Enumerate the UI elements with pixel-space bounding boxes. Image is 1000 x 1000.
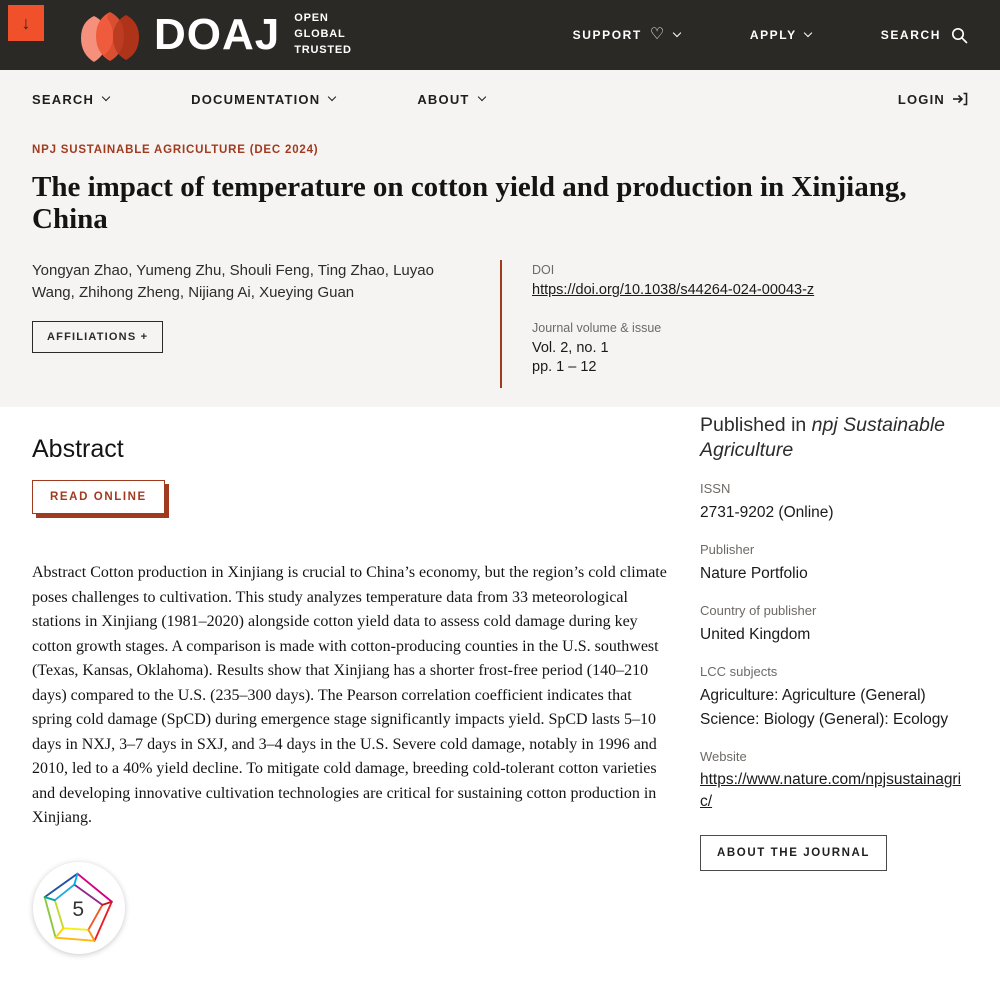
nav-search-label: SEARCH [880, 28, 941, 42]
subnav-search-label: SEARCH [32, 91, 95, 107]
issn-label: ISSN [700, 480, 731, 496]
nav-apply-label: APPLY [749, 28, 797, 42]
published-prefix: Published in [700, 414, 812, 436]
subnav-documentation[interactable] [191, 92, 335, 107]
chevron-down-icon [328, 93, 336, 101]
top-header [0, 0, 1000, 70]
dimensions-metric-badge[interactable] [33, 862, 125, 954]
doi-block [502, 260, 814, 388]
download-arrow-glyph: ↓ [21, 12, 31, 33]
publisher-label: Publisher [700, 541, 755, 557]
heart-icon: ♡ [649, 26, 666, 43]
nav-support[interactable] [573, 25, 680, 45]
nav-search[interactable] [881, 27, 968, 44]
website-label: Website [700, 748, 747, 764]
lcc-subject: Agriculture: Agriculture (General) [700, 686, 926, 704]
abstract-heading: Abstract [32, 435, 124, 463]
affiliations-button[interactable]: AFFILIATIONS + [32, 321, 163, 353]
nav-support-label: SUPPORT [572, 28, 642, 42]
login-button[interactable] [898, 92, 968, 107]
subnav-about[interactable] [417, 92, 484, 107]
website-group [700, 749, 968, 814]
published-in-heading [700, 413, 968, 464]
pentagon-wireframe-icon [40, 869, 118, 947]
subnav-documentation-label: DOCUMENTATION [191, 91, 321, 107]
authors-block [32, 260, 500, 388]
country-group [700, 603, 968, 647]
login-icon [952, 92, 968, 106]
header-nav [573, 25, 968, 45]
journal-sidebar [700, 413, 968, 954]
issn-group [700, 481, 968, 525]
logo-wordmark: DOAJ [154, 10, 281, 59]
tagline-global: GLOBAL [294, 28, 346, 41]
lcc-label: LCC subjects [700, 663, 778, 679]
lcc-subject: Science: Biology (General): Ecology [700, 710, 949, 728]
doi-label: DOI [532, 262, 555, 277]
download-corner-icon[interactable] [8, 5, 44, 41]
logo-tagline [294, 11, 352, 59]
pages-value: pp. 1 – 12 [532, 359, 597, 376]
subnav-about-label: ABOUT [417, 91, 470, 107]
breadcrumb[interactable]: NPJ SUSTAINABLE AGRICULTURE (DEC 2024) [32, 144, 319, 156]
lcc-group [700, 664, 968, 732]
read-online-button[interactable]: READ ONLINE [32, 480, 165, 514]
chevron-down-icon [673, 29, 681, 37]
about-journal-button[interactable]: ABOUT THE JOURNAL [700, 835, 887, 871]
search-icon [951, 27, 968, 44]
subnav-search[interactable] [32, 92, 109, 107]
article-hero [0, 128, 1000, 407]
main-content [0, 407, 1000, 954]
country-label: Country of publisher [700, 602, 817, 618]
publisher-value: Nature Portfolio [700, 564, 808, 582]
journal-website-link[interactable]: https://www.nature.com/npjsustainagric/ [700, 770, 962, 811]
doaj-leaves-icon [80, 6, 142, 64]
doaj-logo[interactable] [80, 6, 352, 64]
chevron-down-icon [102, 93, 110, 101]
volume-label: Journal volume & issue [532, 320, 662, 335]
volume-value: Vol. 2, no. 1 [532, 339, 609, 356]
journal-name: npj Sustainable Agriculture [700, 414, 946, 462]
page-title: The impact of temperature on cotton yield and production in Xinjiang, China [32, 171, 907, 235]
tagline-open: OPEN [294, 12, 329, 25]
secondary-nav [0, 70, 1000, 128]
authors-list: Yongyan Zhao, Yumeng Zhu, Shouli Feng, Ting Zhao, Luyao Wang, Zhihong Zheng, Nijiang Ai, Xueying Guan [32, 261, 434, 301]
login-label: LOGIN [897, 91, 945, 107]
publisher-group [700, 542, 968, 586]
country-value: United Kingdom [700, 625, 811, 643]
metric-count: 5 [72, 897, 85, 921]
nav-apply[interactable] [750, 28, 811, 42]
chevron-down-icon [803, 29, 811, 37]
abstract-text: Abstract Cotton production in Xinjiang is crucial to China’s economy, but the region’s cold climate poses challenges to cultivation. This study analyzes temperature data from 33 meteorological stations in Xinjiang (1981–2020) alongside cotton yield data to assess cold damage during key cotton growth stages. A comparison is made with cotton-producing counties in the U.S. southwest (Texas, Kansas, Oklahoma). Results show that Xinjiang has a shorter frost-free period (140–210 days) compared to the U.S. (235–300 days). The Pearson correlation coefficient indicates that spring cold damage (SpCD) during emergence stage significantly impacts yield. SpCD lasts 5–10 days in NXJ, 3–7 days in SXJ, and 3–4 days in the U.S. Severe cold damage, notably in 1996 and 2010, led to a 40% yield decline. To mitigate cold damage, breeding cold-tolerant cotton varieties and developing innovative cultivation technologies are critical for sustaining cotton production in Xinjiang. [32, 564, 667, 826]
chevron-down-icon [477, 93, 485, 101]
issn-value: 2731-9202 (Online) [700, 503, 834, 521]
tagline-trusted: TRUSTED [294, 43, 352, 56]
article-meta [32, 260, 968, 388]
volume-block [532, 321, 814, 378]
abstract-column [32, 413, 668, 954]
doi-link[interactable]: https://doi.org/10.1038/s44264-024-00043-z [532, 281, 815, 298]
